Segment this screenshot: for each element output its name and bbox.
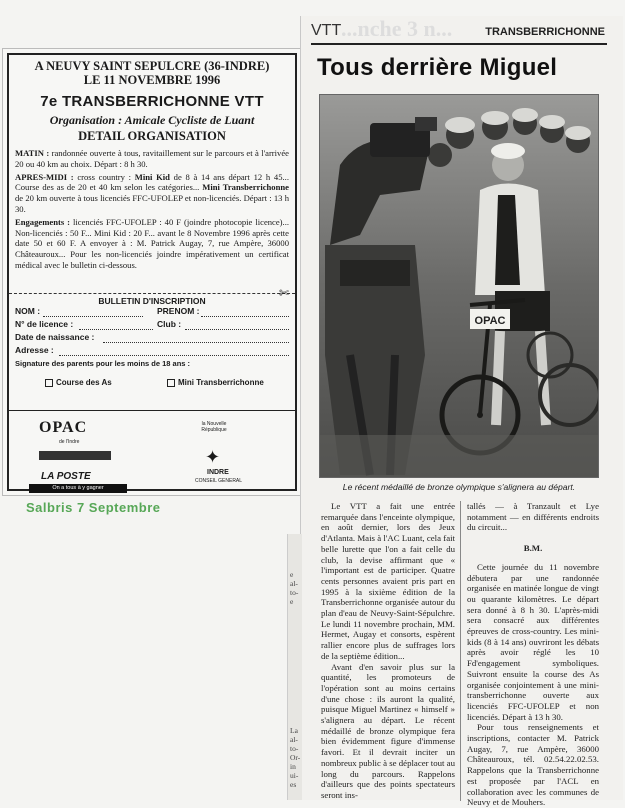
article-column-2 (467, 501, 599, 808)
form-row-address (9, 345, 295, 358)
nom-field (43, 316, 143, 317)
rubric-rule (311, 43, 607, 45)
article-clipping (300, 16, 623, 808)
edge-fragment: to- (290, 588, 299, 597)
organisation-line: Organisation : Amicale Cycliste de Luant (49, 113, 255, 127)
birth-field (103, 342, 289, 343)
form-row-name (9, 306, 295, 319)
edge-fragment: al- (290, 735, 298, 744)
partial-heading: Salbris 7 Septembre (26, 500, 161, 515)
club-field (185, 329, 289, 330)
advert-frame (7, 53, 297, 491)
registration-form (9, 286, 295, 392)
edge-fragment: in (290, 762, 296, 771)
bird-icon: ✦ (205, 447, 221, 467)
advert-date: LE 11 NOVEMBRE 1996 (83, 73, 221, 87)
opac-logo-bar (39, 451, 111, 460)
event-title: 7e TRANSBERRICHONNE VTT (40, 93, 264, 110)
edge-fragment: e (290, 597, 294, 606)
checkbox-icon (45, 379, 53, 387)
signature-line: Signature des parents pour les moins de 18 ans : (15, 359, 191, 368)
column-divider (460, 501, 461, 801)
opac-logo: OPAC (39, 419, 88, 436)
article-paragraph: tallés — à Tranzault et Lye notamment — en différents endroits du circuit... (467, 501, 599, 533)
indre-logo: INDRE (207, 469, 229, 476)
article-paragraph: Le VTT a fait une entrée remarquée dans l'enceinte olympique, en août dernier, lors des Jeux d'Atlanta. Mais à l'AC Luant, cela fait belle lurette que l'on a fait celle du club, la devise affirmant que « l'important est de participer. Quatre cents personnes avaient pris part en 1995 à la sixième édition de la Transberrichonne organisée autour du plan d'eau de Neuvy-Saint-Sépulchre. Le lundi 11 novembre prochain, MM. Hermet, Augay et consorts, espèrent rallier encore plus de suffrages lors de la septième édition... (321, 501, 455, 661)
adjacent-clipping-edge (287, 534, 302, 800)
prenom-field (201, 316, 289, 317)
matin-paragraph: MATIN : randonnée ouverte à tous, ravitaillement sur le parcours et à l'arrivée 20 ou 40 km au choix. Départ : 8 h 30. (15, 148, 289, 169)
advert-body (9, 148, 295, 271)
article-paragraph: Cette journée du 11 novembre débutera par une randonnée organisée en matinée longue de vingt ou quarante kilomètres. Le départ sera donné à 8 h 30. L'après-midi sera consacré aux différentes épreuves de cross-country. Les mini-kids (8 à 14 ans) ouvriront les débats après avoir réglé les 10 Fd'engagement symboliques. Suivront ensuite la course des As organisée conjointement à une mini-transberrichonne ouverte aux licenciés FFC-UFOLEP et non licenciés. Départ à 13 h 30. (467, 561, 599, 722)
opac-logo-sub: de l'Indre (59, 439, 80, 445)
option-mini-transberrichonne: Mini Transberrichonne (167, 378, 264, 387)
form-row-birth (9, 332, 295, 345)
checkbox-icon (167, 379, 175, 387)
article-paragraph: Pour tous renseignements et inscriptions, contacter M. Patrick Augay, 7, rue Ampère, 36000 Châteauroux, tél. 02.54.22.02.53. Rappelons que la Transberrichonne est proposée par l'ACL en collaboration avec les communes de Neuvy et de Mouhers. (467, 722, 599, 808)
licence-field (79, 329, 153, 330)
birth-label: Date de naissance : (15, 332, 95, 342)
form-title: BULLETIN D'INSCRIPTION (98, 296, 206, 306)
newspaper-logo: la Nouvelle République (201, 421, 227, 433)
sponsor-logos (9, 410, 295, 491)
prenom-label: PRENOM : (157, 306, 200, 316)
nom-label: NOM : (15, 306, 41, 316)
address-label: Adresse : (15, 345, 54, 355)
address-field (59, 355, 289, 356)
edge-fragment: e (290, 570, 294, 579)
race-options (9, 378, 295, 392)
photo-caption: Le récent médaillé de bronze olympique s'alignera au départ. (342, 482, 576, 492)
edge-fragment: La (290, 726, 298, 735)
show-through-text: ...nche 3 n... (341, 16, 453, 41)
form-row-licence (9, 319, 295, 332)
rubric-vtt: VTT (311, 22, 342, 39)
detail-heading: DETAIL ORGANISATION (78, 129, 226, 143)
la-poste-logo: LA POSTE (41, 471, 91, 482)
advert-clipping (2, 48, 302, 496)
edge-fragment: to- (290, 744, 299, 753)
licence-label: N° de licence : (15, 319, 74, 329)
conseil-general-label: CONSEIL GENERAL (195, 478, 243, 484)
edge-fragment: es (290, 780, 297, 789)
article-column-1 (321, 501, 455, 801)
edge-fragment: al- (290, 579, 298, 588)
edge-fragment: ui- (290, 771, 299, 780)
number-plate: OPAC (474, 315, 506, 327)
article-paragraph: Avant d'en savoir plus sur la quantité, les promoteurs de l'opération sont au moins certains d'une chose : ils auront la qualité, puisque Miguel Martinez « himself » s'alignera au départ. Le récent médaillé de bronze olympique fera bien évidemment figure d'immense favori. Et il devrait inciter un nombreux public à se déplacer tout au long du parcours. Rappelons d'ailleurs que des points spectateurs seront ins- (321, 661, 455, 800)
edge-fragment-list (288, 570, 302, 789)
la-poste-tagline: On a tous à y gagner (29, 484, 127, 493)
photo-illustration (320, 95, 598, 477)
club-label: Club : (157, 319, 182, 329)
article-photo (319, 94, 599, 478)
author-signature: B.M. (523, 543, 543, 554)
edge-fragment: Or- (290, 753, 301, 762)
apres-midi-paragraph: APRES-MIDI : cross country : Mini Kid de 8 à 14 ans départ 12 h 45... Course des as de 20 et 40 km selon les catégories... Mini Transberrichonne de 20 km ouverte à tous licenciés FFC-UFOLEP et non-licenciés. Départ : 13 h 30. (15, 171, 289, 214)
scissors-icon: ✄ (278, 286, 289, 300)
option-course-des-as: Course des As (45, 378, 112, 387)
engagements-paragraph: Engagements : licenciés FFC-UFOLEP : 40 F (joindre photocopie licence)... Non-licenciés : 50 F... Mini Kid : 20 F... avant le 8 Novembre 1996 après cette date 50 et 60 F. A envoyer à : M. Patrick Augay, 7, rue Ampère, 36000 Châteauroux... Pour les non-licenciés joindre impérativement un certificat médical avec le bulletin ci-dessous. (15, 216, 289, 270)
advert-header (9, 59, 295, 87)
article-headline: Tous derrière Miguel (317, 54, 558, 81)
advert-location: A NEUVY SAINT SEPULCRE (36-INDRE) (34, 59, 270, 73)
rubric-transberrichonne: TRANSBERRICHONNE (485, 26, 605, 38)
